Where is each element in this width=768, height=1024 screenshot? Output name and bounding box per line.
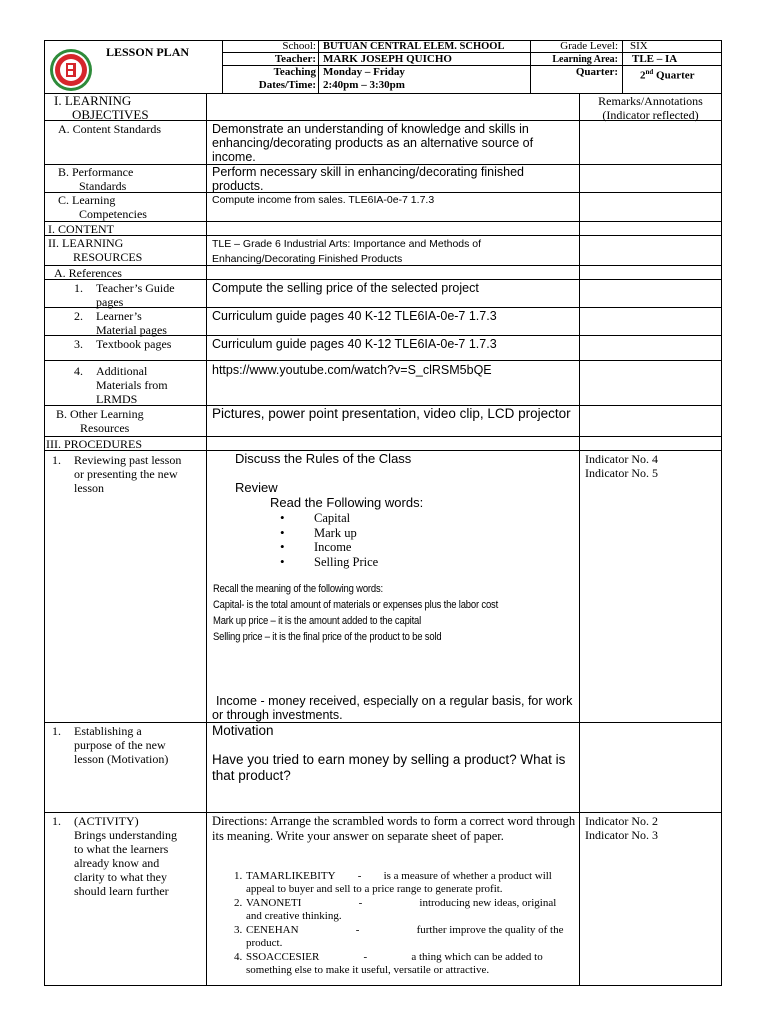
objectives-heading: I. LEARNING OBJECTIVES — [54, 93, 149, 122]
other-resources-value: Pictures, power point presentation, video clip, LCD projector — [212, 406, 571, 421]
grade-label: Grade Level: — [560, 40, 618, 52]
school-value: BUTUAN CENTRAL ELEM. SCHOOL — [323, 41, 505, 52]
teacher-label: Teacher: — [274, 53, 316, 65]
dates-label-1: Teaching — [273, 66, 316, 78]
additional-materials-link[interactable]: https://www.youtube.com/watch?v=S_clRSM5bQE — [212, 363, 492, 377]
list-item: • Mark up — [268, 526, 378, 541]
list-item: 1. TAMARLIKEBITY - is a measure of whether a product will appeal to buyer and sell to a price range to generate profit. — [234, 870, 552, 895]
additional-materials-label: 4. Additional Materials from LRMDS — [74, 364, 168, 406]
read-words-text: Read the Following words: — [270, 495, 424, 510]
learning-competencies-label: C. Learning Competencies — [58, 193, 147, 221]
list-item: • Income — [268, 540, 378, 555]
school-label: School: — [282, 40, 316, 52]
activity-indicators: Indicator No. 2 Indicator No. 3 — [585, 814, 658, 842]
remarks-heading: Remarks/Annotations (Indicator reflected) — [598, 94, 703, 122]
list-item: 3. CENEHAN - further improve the quality of the product. — [234, 924, 564, 949]
teachers-guide-label: 1. Teacher’s Guide pages — [74, 281, 175, 309]
learning-area-value: TLE – IA — [632, 53, 678, 65]
teachers-guide-value: Compute the selling price of the selected project — [212, 281, 479, 295]
activity-label: 1. (ACTIVITY) Brings understanding to what the learners already know and clarity to what they should learn further — [52, 814, 177, 898]
learning-resources-value: TLE – Grade 6 Industrial Arts: Importance and Methods of Enhancing/Decorating Finished Products — [212, 238, 482, 265]
references-heading: A. References — [54, 266, 122, 280]
motivation-title: Motivation — [212, 723, 274, 738]
performance-standards-value: Perform necessary skill in enhancing/decorating finished products. — [212, 165, 524, 193]
dates-label-2: Dates/Time: — [258, 79, 316, 91]
teacher-value: MARK JOSEPH QUICHO — [323, 53, 452, 65]
learning-resources-heading: II. LEARNING RESOURCES — [48, 236, 143, 264]
performance-standards-label: B. Performance Standards — [58, 165, 134, 193]
quarter-value: 2nd Quarter — [640, 68, 695, 82]
learning-area-label: Learning Area: — [552, 54, 618, 65]
list-item: 2. VANONETI - introducing new ideas, original and creative thinking. — [234, 897, 557, 922]
learning-competencies-value: Compute income from sales. TLE6IA-0e-7 1.7.3 — [212, 194, 435, 206]
dates-value-2: 2:40pm – 3:30pm — [323, 79, 405, 91]
list-item: • Selling Price — [268, 555, 378, 570]
lesson-plan-title: LESSON PLAN — [106, 45, 190, 59]
grade-value: SIX — [630, 40, 648, 52]
learners-material-value: Curriculum guide pages 40 K-12 TLE6IA-0e-7 1.7.3 — [212, 309, 497, 323]
content-standards-label: A. Content Standards — [58, 122, 161, 136]
review-indicators: Indicator No. 4 Indicator No. 5 — [585, 452, 658, 480]
other-resources-label: B. Other Learning Resources — [56, 407, 144, 435]
scrambled-word-list — [222, 870, 570, 978]
review-word-list — [268, 511, 378, 569]
textbook-pages-label: 3. Textbook pages — [74, 337, 172, 351]
motivation-label: 1. Establishing a purpose of the new lesson (Motivation) — [52, 724, 169, 766]
procedures-heading: III. PROCEDURES — [46, 437, 143, 451]
income-definition: Income - money received, especially on a regular basis, for work or through investments. — [212, 694, 573, 722]
list-item: • Capital — [268, 511, 378, 526]
class-rules-text: Discuss the Rules of the Class — [235, 451, 412, 466]
quarter-label: Quarter: — [575, 66, 618, 78]
content-standards-value: Demonstrate an understanding of knowledge and skills in enhancing/decorating products as an alternative source of income. — [212, 122, 534, 164]
dates-value-1: Monday – Friday — [323, 66, 405, 78]
content-heading: I. CONTENT — [48, 222, 114, 236]
recall-meanings: Recall the meaning of the following words: Capital- is the total amount of materials or expenses plus the labor cost Mark up price – it is the amount added to the capital Selling price – it is the final price of the product to be sold — [213, 583, 499, 643]
school-logo — [49, 48, 93, 92]
list-item: 4. SSOACCESIER - a thing which can be added to something else to make it useful, versatile or attractive. — [234, 951, 543, 976]
activity-directions: Directions: Arrange the scrambled words to form a correct word through its meaning. Write your answer on separate sheet of paper. — [212, 814, 576, 843]
textbook-pages-value: Curriculum guide pages 40 K-12 TLE6IA-0e-7 1.7.3 — [212, 337, 497, 351]
review-label: 1. Reviewing past lesson or presenting the new lesson — [52, 453, 182, 495]
review-title: Review — [235, 480, 278, 495]
motivation-question: Have you tried to earn money by selling a product? What is that product? — [212, 752, 566, 783]
learners-material-label: 2. Learner’s Material pages — [74, 309, 167, 337]
